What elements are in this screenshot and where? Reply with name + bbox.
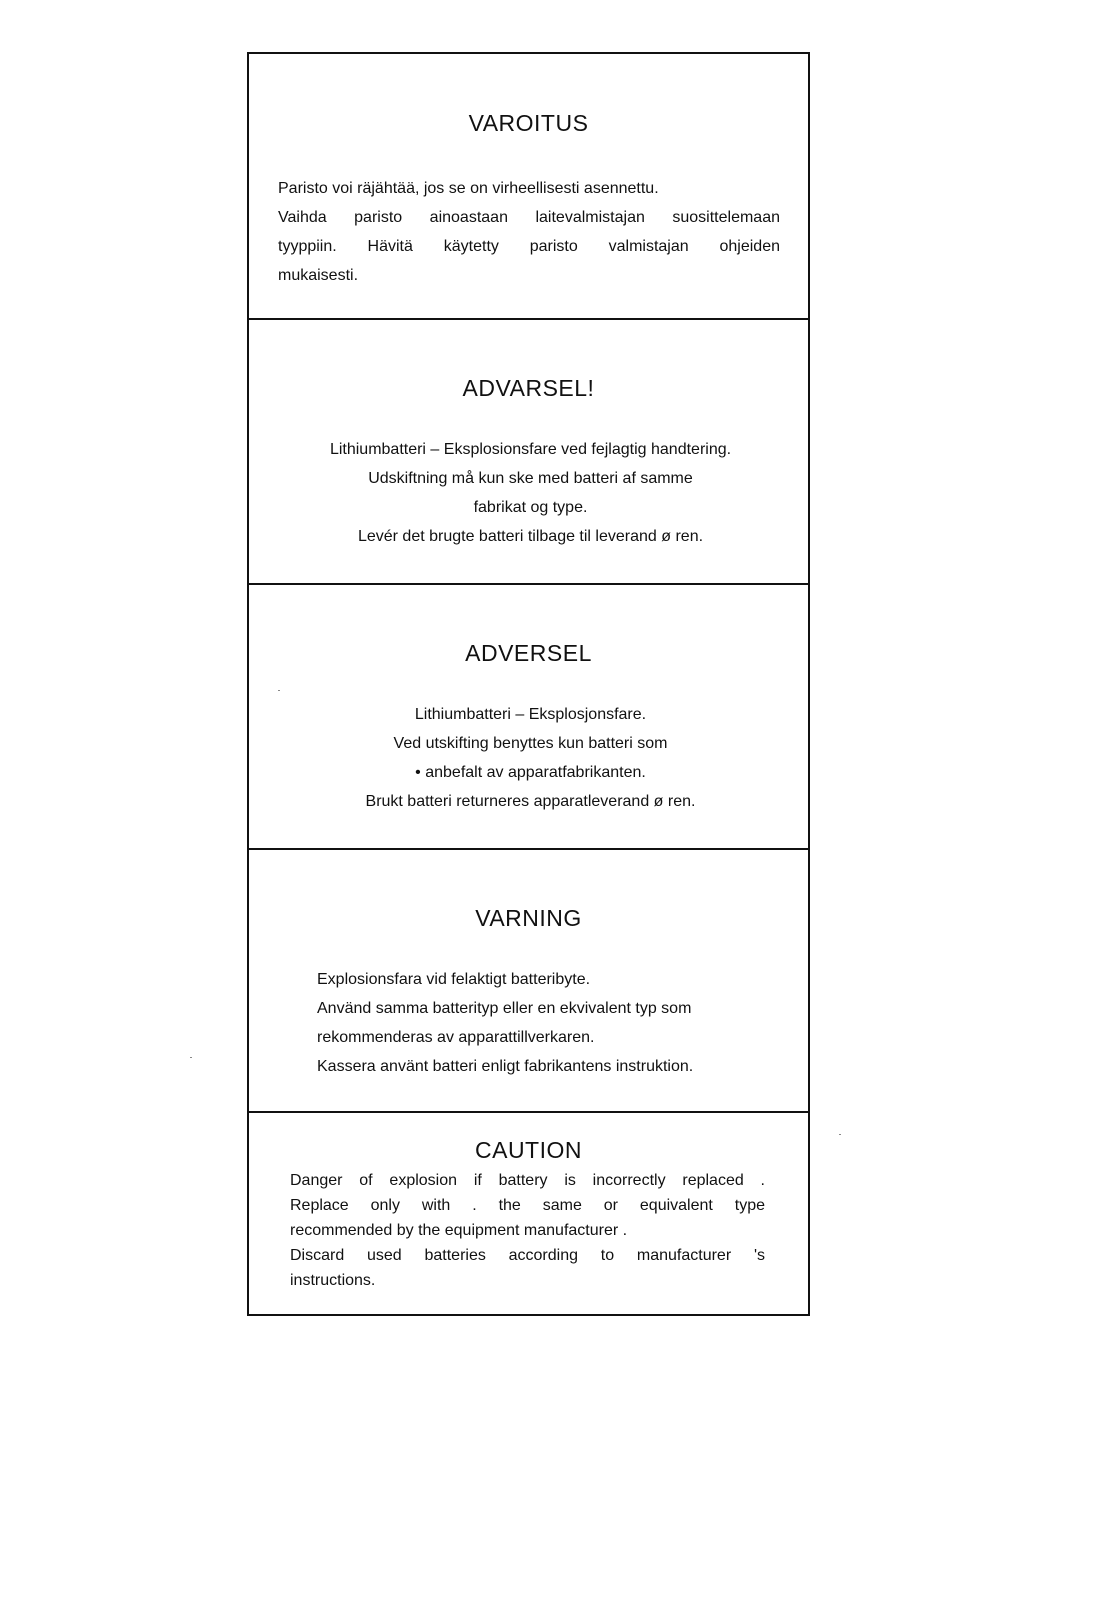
scan-speck <box>190 1057 192 1058</box>
text-line: Lithiumbatteri – Eksplosjonsfare. <box>414 706 647 723</box>
text-line: recommended by the equipment manufacturer . <box>290 1222 628 1239</box>
warning-label-sheet <box>247 52 810 1316</box>
section-norwegian <box>249 583 808 848</box>
text-line: Ved utskifting benyttes kun batteri som <box>393 735 668 752</box>
text-line: • anbefalt av apparatfabrikanten. <box>415 764 646 781</box>
section-heading: VAROITUS <box>468 110 589 136</box>
text-line: Udskiftning må kun ske med batteri af samme <box>368 470 693 487</box>
text-line: tyyppiin. Hävitä käytetty paristo valmistajan ohjeiden <box>278 238 780 255</box>
section-body <box>290 1168 765 1293</box>
text-line: Paristo voi räjähtää, jos se on virheellisesti asennettu. <box>278 180 659 197</box>
text-line: Explosionsfara vid felaktigt batteribyte. <box>317 971 591 988</box>
section-finnish <box>249 54 808 318</box>
text-line: Vaihda paristo ainoastaan laitevalmistajan suosittelemaan <box>278 209 780 226</box>
scan-speck <box>278 690 280 691</box>
text-line: mukaisesti. <box>278 267 359 284</box>
text-line: Replace only with . the same or equivalent type <box>290 1197 765 1214</box>
section-english <box>249 1111 808 1314</box>
section-heading: VARNING <box>475 905 582 931</box>
section-heading: CAUTION <box>475 1137 582 1163</box>
section-body <box>249 700 812 816</box>
section-heading: ADVERSEL <box>465 640 592 666</box>
section-body <box>249 435 812 551</box>
text-line: rekommenderas av apparattillverkaren. <box>317 1029 595 1046</box>
text-line: Brukt batteri returneres apparatleverand ø ren. <box>365 793 696 810</box>
section-danish <box>249 318 808 583</box>
scan-speck <box>839 1134 841 1135</box>
section-body <box>278 174 780 290</box>
text-line: Danger of explosion if battery is incorrectly replaced . <box>290 1172 765 1189</box>
text-line: Discard used batteries according to manufacturer 's <box>290 1247 765 1264</box>
section-swedish <box>249 848 808 1111</box>
text-line: Lithiumbatteri – Eksplosionsfare ved fejlagtig handtering. <box>329 441 732 458</box>
section-body <box>317 965 787 1081</box>
text-line: Levér det brugte batteri tilbage til leverand ø ren. <box>357 528 704 545</box>
text-line: Använd samma batterityp eller en ekvivalent typ som <box>317 1000 692 1017</box>
text-line: Kassera använt batteri enligt fabrikantens instruktion. <box>317 1058 694 1075</box>
section-heading: ADVARSEL! <box>462 375 595 401</box>
text-line: instructions. <box>290 1272 376 1289</box>
text-line: fabrikat og type. <box>473 499 588 516</box>
